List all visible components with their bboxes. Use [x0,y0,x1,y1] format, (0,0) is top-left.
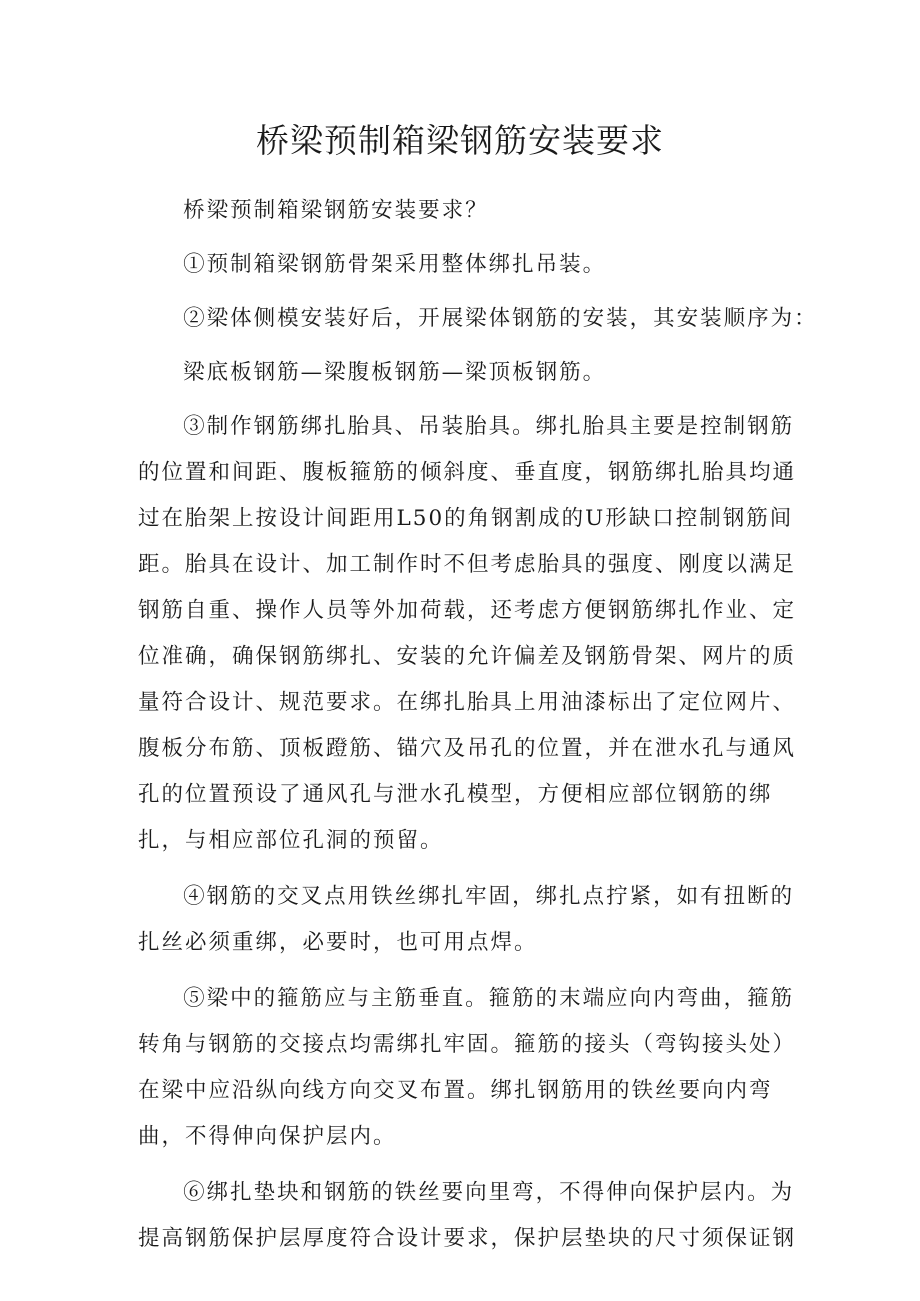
paragraph-item-2-sequence: 梁底板钢筋—梁腹板钢筋—梁顶板钢筋。 [183,360,607,385]
paragraph-item-2: ②梁体侧模安装好后，开展梁体钢筋的安装，其安装顺序为： [183,306,818,331]
document-title: 桥梁预制箱梁钢筋安装要求 [256,121,664,160]
document-body [138,188,818,1262]
paragraph-item-3: ③制作钢筋绑扎胎具、吊装胎具。绑扎胎具主要是控制钢筋的位置和间距、腹板箍筋的倾斜度、垂直度，钢筋绑扎胎具均通过在胎架上按设计间距用L50的角钢割成的U形缺口控制钢筋间距。胎具在设计、加工制作时不但考虑胎具的强度、刚度以满足钢筋自重、操作人员等外加荷载，还考虑方便钢筋绑扎作业、定位准确，确保钢筋绑扎、安装的允许偏差及钢筋骨架、网片的质量符合设计、规范要求。在绑扎胎具上用油漆标出了定位网片、腹板分布筋、顶板蹬筋、锚穴及吊孔的位置，并在泄水孔与通风孔的位置预设了通风孔与泄水孔模型，方便相应部位钢筋的绑扎，与相应部位孔洞的预留。 [138,414,797,853]
paragraph-item-4: ④钢筋的交叉点用铁丝绑扎牢固，绑扎点拧紧，如有扭断的扎丝必须重绑，必要时，也可用点焊。 [138,884,795,955]
paragraph-question: 桥梁预制箱梁钢筋安装要求？ [183,198,489,223]
paragraph-item-5: ⑤梁中的箍筋应与主筋垂直。箍筋的末端应向内弯曲，箍筋转角与钢筋的交接点均需绑扎牢固。箍筋的接头（弯钩接头处）在梁中应沿纵向线方向交叉布置。绑扎钢筋用的铁丝要向内弯曲，不得伸向保护层内。 [138,986,797,1149]
paragraph-item-6: ⑥绑扎垫块和钢筋的铁丝要向里弯，不得伸向保护层内。为提高钢筋保护层厚度符合设计要求，保护层垫块的尺寸须保证钢 [138,1180,797,1251]
paragraph-item-1: ①预制箱梁钢筋骨架采用整体绑扎吊装。 [183,252,607,277]
